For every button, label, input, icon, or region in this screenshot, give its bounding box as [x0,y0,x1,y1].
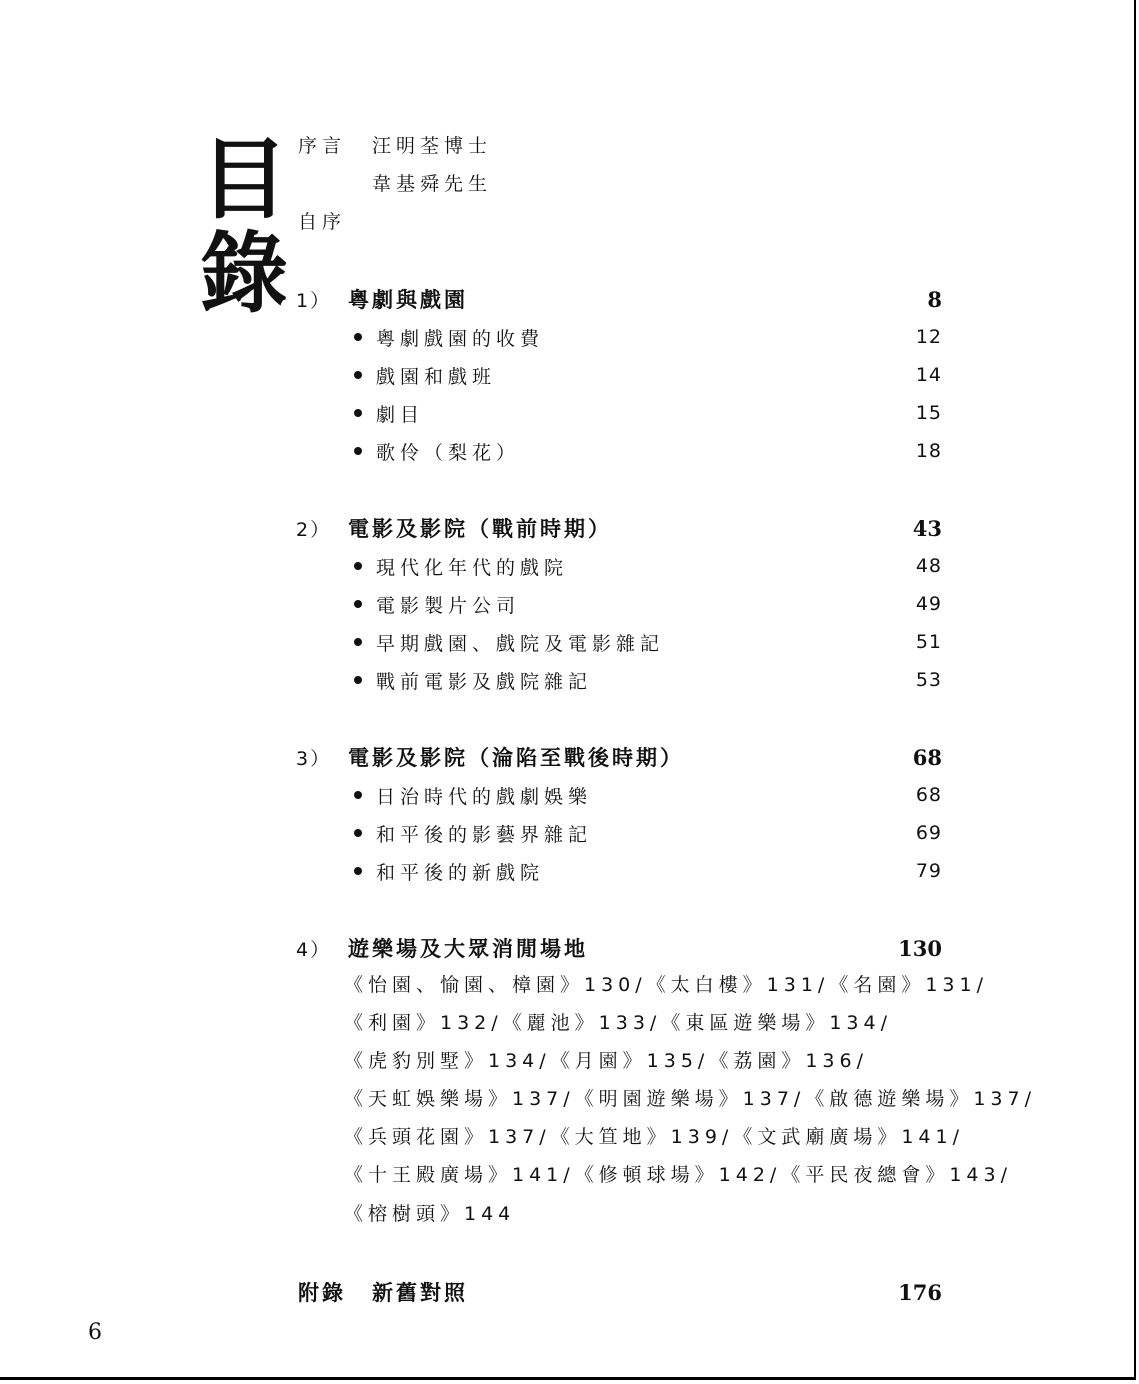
toc-entry[interactable] [350,322,942,352]
prelim-author: 韋基舜先生 [372,173,493,195]
entry-title: 日治時代的戲劇娛樂 [376,785,593,808]
entry-page: 15 [915,402,942,424]
toc-entry[interactable] [350,360,942,390]
toc-entry[interactable] [350,780,942,810]
prelim-label: 自序 [298,211,347,233]
toc-entry[interactable] [350,856,942,886]
entry-title: 電影製片公司 [376,594,521,617]
bullet-icon [354,447,362,455]
park-list-line: 《怡園、愉園、樟園》130/《太白樓》131/《名園》131/ [344,974,989,996]
entry-page: 12 [915,326,942,348]
entry-title: 戲園和戲班 [376,365,497,388]
entry-title: 早期戲園、戲院及電影雜記 [376,632,665,655]
section-title: 電影及影院（淪陷至戰後時期） [348,745,684,770]
bullet-icon [354,676,362,684]
park-list-line: 《榕樹頭》144 [344,1203,516,1225]
entry-title: 劇目 [376,403,425,426]
entry-page: 49 [915,593,942,615]
appendix-label: 附錄 [298,1280,346,1305]
toc-entry[interactable] [350,589,942,619]
section-number: 2） [296,518,332,541]
section-page: 68 [912,744,942,770]
toc-entry[interactable] [350,818,942,848]
section-page: 8 [927,286,942,312]
entry-title: 和平後的影藝界雜記 [376,823,593,846]
section-title: 遊樂場及大眾消閒場地 [348,936,588,961]
entry-page: 48 [915,555,942,577]
bullet-icon [354,371,362,379]
toc-entry[interactable] [350,665,942,695]
prelim-label: 序言 [298,135,347,157]
bullet-icon [354,562,362,570]
park-list-line: 《虎豹別墅》134/《月園》135/《荔園》136/ [344,1050,869,1072]
toc-heading-char-1: 目 [199,127,288,231]
entry-page: 18 [915,440,942,462]
bullet-icon [354,600,362,608]
page-number: 6 [88,1320,102,1345]
toc-entry[interactable] [350,436,942,466]
entry-page: 68 [915,784,942,806]
toc-entry[interactable] [350,398,942,428]
toc-heading-char-2: 錄 [199,221,288,325]
toc-section-3[interactable] [296,742,942,772]
park-list-line: 《利園》132/《麗池》133/《東區遊樂場》134/ [344,1012,893,1034]
bullet-icon [354,638,362,646]
entry-page: 79 [915,860,942,882]
toc-entry[interactable] [350,551,942,581]
toc-section-2[interactable] [296,513,942,543]
prelim-foreword-1 [298,132,492,160]
entry-title: 戰前電影及戲院雜記 [376,670,593,693]
entry-page: 51 [915,631,942,653]
toc-entry[interactable] [350,627,942,657]
section-number: 3） [296,747,332,770]
prelim-author: 汪明荃博士 [372,135,493,157]
entry-page: 69 [915,822,942,844]
appendix-title: 新舊對照 [372,1280,468,1305]
entry-title: 和平後的新戲院 [376,861,545,884]
toc-heading [196,127,292,325]
entry-page: 53 [915,669,942,691]
bullet-icon [354,409,362,417]
toc-section-4[interactable] [296,933,942,963]
entry-title: 歌伶（梨花） [376,441,521,464]
park-list-line: 《天虹娛樂場》137/《明園遊樂場》137/《啟德遊樂場》137/ [344,1088,1037,1110]
bullet-icon [354,829,362,837]
entry-title: 粵劇戲園的收費 [376,327,545,350]
park-list-line: 《兵頭花園》137/《大笪地》139/《文武廟廣場》141/ [344,1126,965,1148]
entry-title: 現代化年代的戲院 [376,556,569,579]
bullet-icon [354,791,362,799]
bullet-icon [354,867,362,875]
bullet-icon [354,333,362,341]
entry-page: 14 [915,364,942,386]
section-number: 4） [296,938,332,961]
toc-section-1[interactable] [296,284,942,314]
section-page: 43 [912,515,942,541]
prelim-foreword-2 [298,170,492,198]
prelim-author-preface [298,208,372,236]
section-title: 粵劇與戲園 [348,287,468,312]
appendix-page: 176 [898,1279,942,1305]
section-number: 1） [296,289,332,312]
park-list-line: 《十王殿廣場》141/《修頓球場》142/《平民夜總會》143/ [344,1164,1013,1186]
toc-appendix[interactable] [298,1276,942,1308]
section-page: 130 [898,935,942,961]
section-title: 電影及影院（戰前時期） [348,516,612,541]
